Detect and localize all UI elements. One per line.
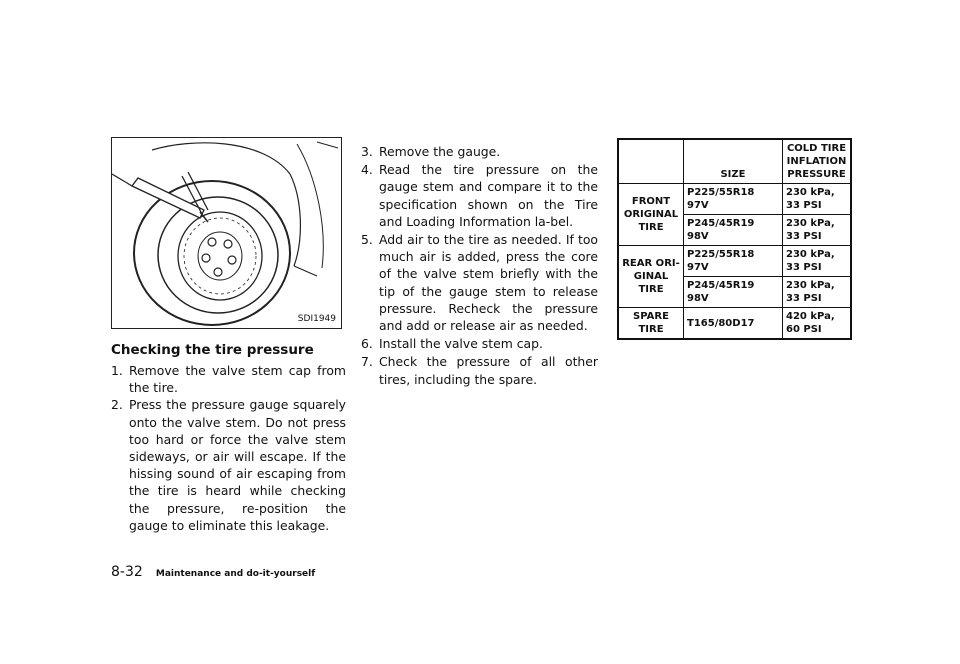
- list-item: [361, 231, 598, 334]
- step-number: 2.: [111, 397, 123, 413]
- list-item: [111, 396, 346, 534]
- tire-size-cell: T165/80D17: [684, 308, 783, 340]
- step-number: 1.: [111, 363, 123, 378]
- tire-size-cell: P225/55R18 97V: [684, 184, 783, 215]
- section-title: Maintenance and do-it-yourself: [155, 569, 316, 579]
- step-text: Read the tire pressure on the gauge stem and compare it to the specification shown on the Tire and Loading Information la-bel.: [379, 162, 598, 229]
- table-header-pressure: COLD TIRE INFLATION PRESSURE: [783, 139, 852, 184]
- step-text: Remove the valve stem cap from the tire.: [129, 363, 346, 396]
- instruction-list-left: [111, 362, 346, 534]
- page-number: 8-32: [111, 564, 143, 580]
- step-text: Check the pressure of all other tires, including the spare.: [379, 354, 598, 387]
- pressure-cell: 230 kPa, 33 PSI: [783, 277, 852, 308]
- step-number: 6.: [361, 336, 373, 352]
- tire-size-cell: P245/45R19 98V: [684, 277, 783, 308]
- pressure-cell: 230 kPa, 33 PSI: [783, 215, 852, 246]
- step-number: 5.: [361, 232, 373, 248]
- tire-pressure-table: [617, 138, 852, 340]
- row-group-label: SPARE TIRE: [618, 308, 684, 340]
- step-text: Install the valve stem cap.: [379, 336, 543, 352]
- row-group-label: FRONT ORIGINAL TIRE: [618, 184, 684, 246]
- table-row: [618, 308, 851, 340]
- pressure-cell: 420 kPa, 60 PSI: [783, 308, 852, 340]
- row-group-label: REAR ORI-GINAL TIRE: [618, 246, 684, 308]
- table-header-blank: [618, 139, 684, 184]
- list-item: [361, 161, 598, 230]
- table-row: [618, 246, 851, 277]
- table-row: [618, 184, 851, 215]
- step-text: Remove the gauge.: [379, 144, 501, 159]
- section-heading: Checking the tire pressure: [111, 342, 314, 358]
- figure-label: SDI1949: [297, 314, 336, 324]
- step-text: Press the pressure gauge squarely onto the valve stem. Do not press too hard or force the valve stem sideways, or air will escape. If the hissing sound of air escaping from the tire is heard while checking the pressure, re-position the gauge to eliminate this leakage.: [129, 397, 346, 533]
- tire-illustration-drawing: [112, 138, 341, 328]
- tire-size-cell: P245/45R19 98V: [684, 215, 783, 246]
- list-item: [361, 143, 598, 160]
- list-item: [111, 362, 346, 396]
- pressure-cell: 230 kPa, 33 PSI: [783, 184, 852, 215]
- list-item: [361, 353, 598, 387]
- step-text: Add air to the tire as needed. If too much air is added, press the core of the valve stem briefly with the tip of the gauge stem to release pressure. Recheck the pressure and add or release air as needed.: [379, 232, 598, 334]
- step-number: 4.: [361, 162, 373, 178]
- pressure-cell: 230 kPa, 33 PSI: [783, 246, 852, 277]
- table-header-size: SIZE: [684, 139, 783, 184]
- table-header-row: [618, 139, 851, 184]
- page-footer: [111, 561, 315, 580]
- instruction-list-right: [361, 143, 598, 389]
- tire-size-cell: P225/55R18 97V: [684, 246, 783, 277]
- step-number: 7.: [361, 354, 373, 370]
- tire-gauge-illustration: [111, 137, 342, 329]
- step-number: 3.: [361, 144, 373, 159]
- list-item: [361, 335, 598, 352]
